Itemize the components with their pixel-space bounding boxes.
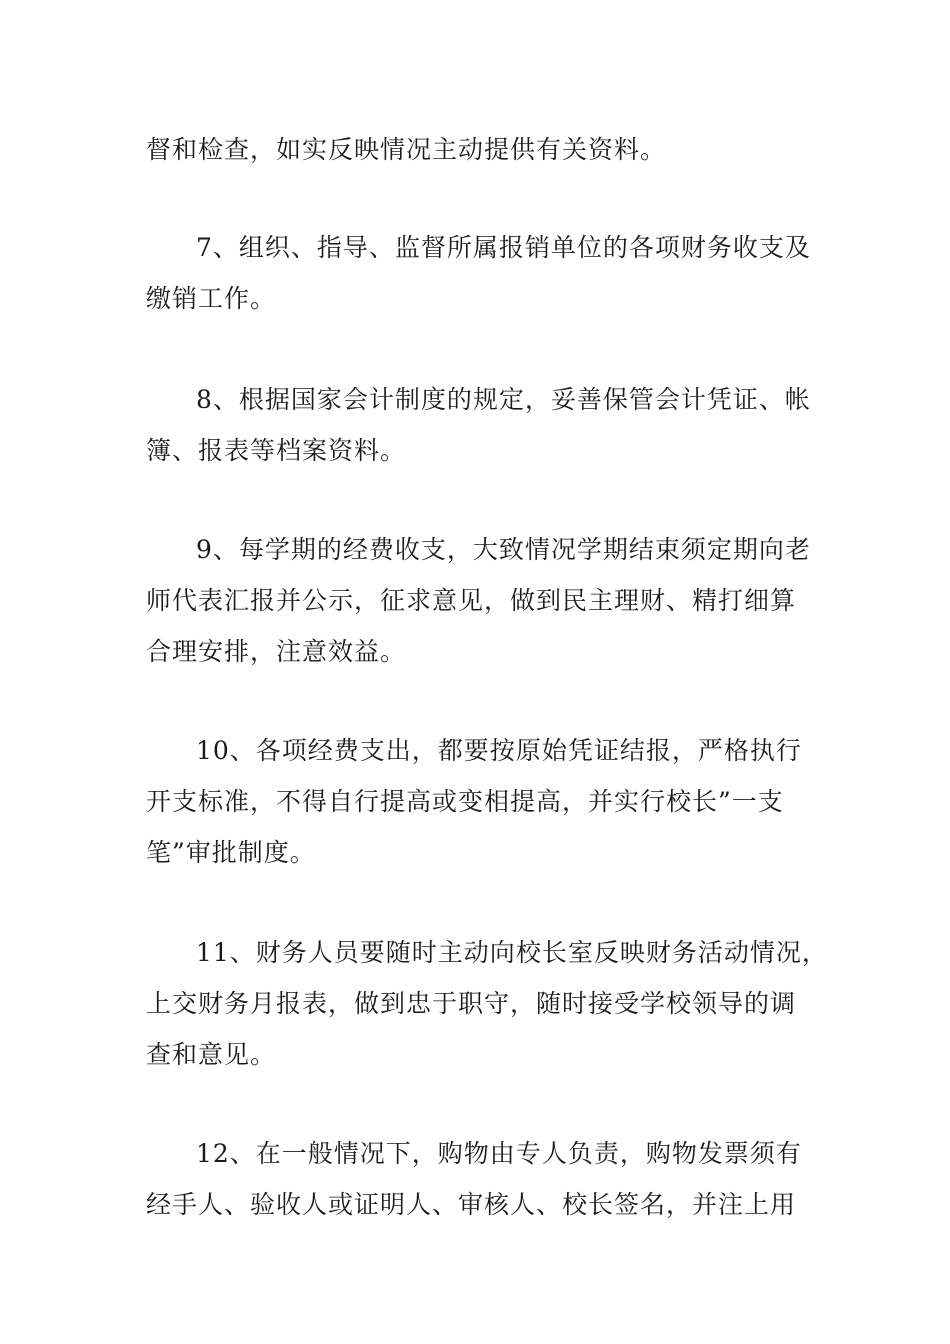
paragraph-11-line-3: 查和意见。 bbox=[146, 1040, 277, 1069]
paragraph-8-line-2: 簿、报表等档案资料。 bbox=[146, 436, 407, 465]
paragraph-11-line-2: 上交财务月报表，做到忠于职守，随时接受学校领导的调 bbox=[146, 989, 797, 1018]
paragraph-7-line-2: 缴销工作。 bbox=[146, 284, 277, 313]
paragraph-11-line-1: 11、财务人员要随时主动向校长室反映财务活动情况， bbox=[196, 938, 828, 967]
paragraph-12-line-1: 12、在一般情况下，购物由专人负责，购物发票须有 bbox=[196, 1139, 802, 1168]
paragraph-6-continuation: 督和检查，如实反映情况主动提供有关资料。 bbox=[146, 135, 667, 164]
paragraph-12-line-2: 经手人、验收人或证明人、审核人、校长签名，并注上用 bbox=[146, 1190, 797, 1219]
paragraph-7-line-1: 7、组织、指导、监督所属报销单位的各项财务收支及 bbox=[196, 233, 811, 262]
paragraph-10-line-2: 开支标准，不得自行提高或变相提高，并实行校长”一支 bbox=[146, 787, 784, 816]
paragraph-9-line-3: 合理安排，注意效益。 bbox=[146, 637, 407, 666]
paragraph-10-line-3: 笔”审批制度。 bbox=[146, 838, 316, 867]
paragraph-10-line-1: 10、各项经费支出，都要按原始凭证结报，严格执行 bbox=[196, 736, 802, 765]
paragraph-9-line-1: 9、每学期的经费收支，大致情况学期结束须定期向老 bbox=[196, 535, 811, 564]
paragraph-8-line-1: 8、根据国家会计制度的规定，妥善保管会计凭证、帐 bbox=[196, 385, 811, 414]
paragraph-9-line-2: 师代表汇报并公示，征求意见，做到民主理财、精打细算 bbox=[146, 586, 797, 615]
